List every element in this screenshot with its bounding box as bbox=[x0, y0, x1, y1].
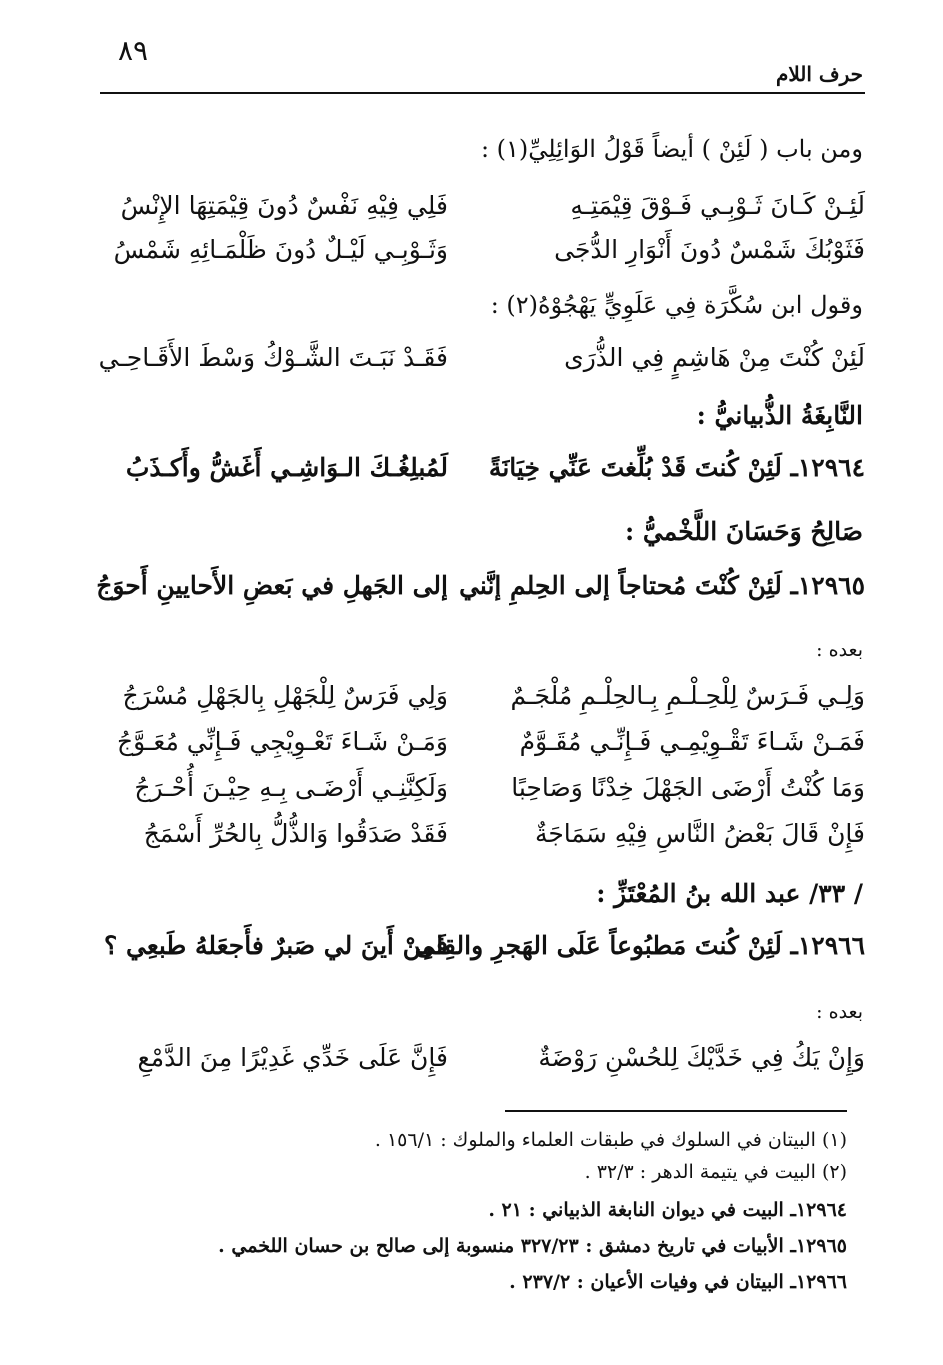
verse-hemistich-2: فَقَـدْ نَبَـتَ الشَّـوْكُ وَسْطَ الأَقَـاحِـي bbox=[98, 343, 448, 372]
header-rule bbox=[100, 92, 865, 94]
verse-hemistich-1: فَثَوْبُكَ شَمْسٌ دُونَ أَنْوَارِ الدُّجَى bbox=[554, 235, 865, 264]
verse-hemistich-2: وَمَـنْ شَـاءَ تَعْـوِيْجِي فَـإِنِّي مُعَـوَّجُ bbox=[117, 727, 448, 756]
verse-hemistich-2: فَقَدْ صَدَقُوا وَالذُّلُّ بِالحُرِّ أَسْمَجُ bbox=[143, 819, 448, 848]
verse-hemistich-1: لَئِـنْ كَـانَ ثَـوْبِـي فَـوْقَ قِيْمَتِـهِ bbox=[570, 191, 865, 220]
verse-line bbox=[100, 230, 865, 270]
footnote-numbered: ١٢٩٦٦ـ البيتان في وفيات الأعيان : ٢٣٧/٢ . bbox=[509, 1271, 847, 1293]
verse-hemistich-2: فَمِنْ أَينَ لي صَبرٌ فأَجعَلهُ طَبعِي ؟ bbox=[104, 931, 448, 960]
verse-line-numbered bbox=[96, 566, 865, 606]
footnote-numbered: ١٢٩٦٤ـ البيت في ديوان النابغة الذبياني : ٢١ . bbox=[488, 1199, 847, 1221]
intro-line-1: ومن باب ( لَئِنْ ) أيضاً قَوْلُ الوَائِلِيِّ(١) : bbox=[480, 135, 863, 163]
verse-line bbox=[100, 1038, 865, 1078]
after-label: بعده : bbox=[816, 1001, 863, 1023]
verse-hemistich-2: وَثَـوْبِـي لَيْـلٌ دُونَ ظَلْمَـائِهِ شَمْسُ bbox=[113, 235, 448, 264]
poet-heading: / ٣٣/ عبد الله بنُ المُعْتَزِّ : bbox=[596, 879, 863, 908]
footnote: (٢) البيت في يتيمة الدهر : ٣٢/٣ . bbox=[584, 1161, 847, 1183]
poet-heading: النَّابِغَةُ الذُّبيانيُّ : bbox=[696, 401, 863, 430]
verse-line-numbered bbox=[100, 926, 865, 966]
intro-line-2: وقول ابن سُكَّرَة فِي عَلَوِيٍّ يَهْجُوْهُ(٢) : bbox=[490, 291, 863, 319]
after-label: بعده : bbox=[816, 639, 863, 661]
verse-hemistich-1: لَئِنْ كُنْتَ مِنْ هَاشِمٍ فِي الذُّرَى bbox=[564, 343, 865, 372]
verse-hemistich-1: ١٢٩٦٦ـ لَئِنْ كُنتَ مَطبُوعاً عَلَى الهَجرِ والقِلى bbox=[414, 931, 865, 960]
verse-line bbox=[100, 722, 865, 762]
verse-line bbox=[100, 676, 865, 716]
verse-hemistich-1: فَإِنْ قَالَ بَعْضُ النَّاسِ فِيْهِ سَمَاجَةٌ bbox=[534, 819, 865, 848]
verse-hemistich-1: وَلِـي فَـرَسٌ لِلْحِـلْـمِ بِـالحِلْـمِ مُلْجَـمٌ bbox=[510, 681, 865, 710]
verse-line bbox=[100, 814, 865, 854]
page-number: ٨٩ bbox=[118, 34, 149, 67]
verse-hemistich-2: فَإِنَّ عَلَى خَدِّي غَدِيْرًا مِنَ الدَّمْعِ bbox=[137, 1043, 448, 1072]
running-head: حرف اللام bbox=[775, 62, 863, 86]
footnote-rule bbox=[505, 1110, 847, 1112]
verse-hemistich-1: وَمَا كُنْتُ أَرْضَى الجَهْلَ خِدْنًا وَصَاحِبًا bbox=[511, 773, 865, 802]
verse-hemistich-1: ١٢٩٦٥ـ لَئِنْ كُنْتَ مُحتاجاً إلى الحِلمِ إنَّني bbox=[459, 571, 865, 600]
verse-hemistich-2: إلى الجَهلِ في بَعضِ الأَحايينِ أَحوَجُ bbox=[96, 571, 448, 600]
verse-hemistich-1: ١٢٩٦٤ـ لَئِنْ كُنتَ قَدْ بُلِّغتَ عَنِّي خِيَانَةً bbox=[488, 453, 865, 482]
verse-hemistich-2: وَلَكِنَّنِـي أَرْضَـى بِـهِ حِيْـنَ أُحْـرَجُ bbox=[134, 773, 448, 802]
verse-hemistich-2: وَلِي فَرَسٌ لِلْجَهْلِ بِالجَهْلِ مُسْرَجُ bbox=[122, 681, 448, 710]
verse-line bbox=[100, 338, 865, 378]
verse-hemistich-2: لَمُبلِغُـكَ الـوَاشِـي أَغَشُّ وأَكـذَبُ bbox=[125, 453, 448, 482]
verse-line bbox=[100, 186, 865, 226]
verse-line-numbered bbox=[100, 448, 865, 488]
verse-hemistich-1: وَإِنْ يَكُ فِي خَدَّيْكَ لِلحُسْنِ رَوْضَةٌ bbox=[538, 1043, 865, 1072]
footnote: (١) البيتان في السلوك في طبقات العلماء والملوك : ١٥٦/١ . bbox=[374, 1129, 847, 1151]
verse-line bbox=[100, 768, 865, 808]
verse-hemistich-2: فَلِي فِيْهِ نَفْسٌ دُونَ قِيْمَتِهَا الإِنْسُ bbox=[120, 191, 448, 220]
verse-hemistich-1: فَمَـنْ شَـاءَ تَقْـوِيْمِـي فَـإِنِّـي مُقَـوَّمٌ bbox=[519, 727, 865, 756]
poet-heading: صَالِحُ وَحَسَانَ اللَّخْميُّ : bbox=[624, 517, 863, 546]
footnote-numbered: ١٢٩٦٥ـ الأبيات في تاريخ دمشق : ٣٢٧/٢٣ منسوبة إلى صالح بن حسان اللخمي . bbox=[218, 1235, 847, 1257]
